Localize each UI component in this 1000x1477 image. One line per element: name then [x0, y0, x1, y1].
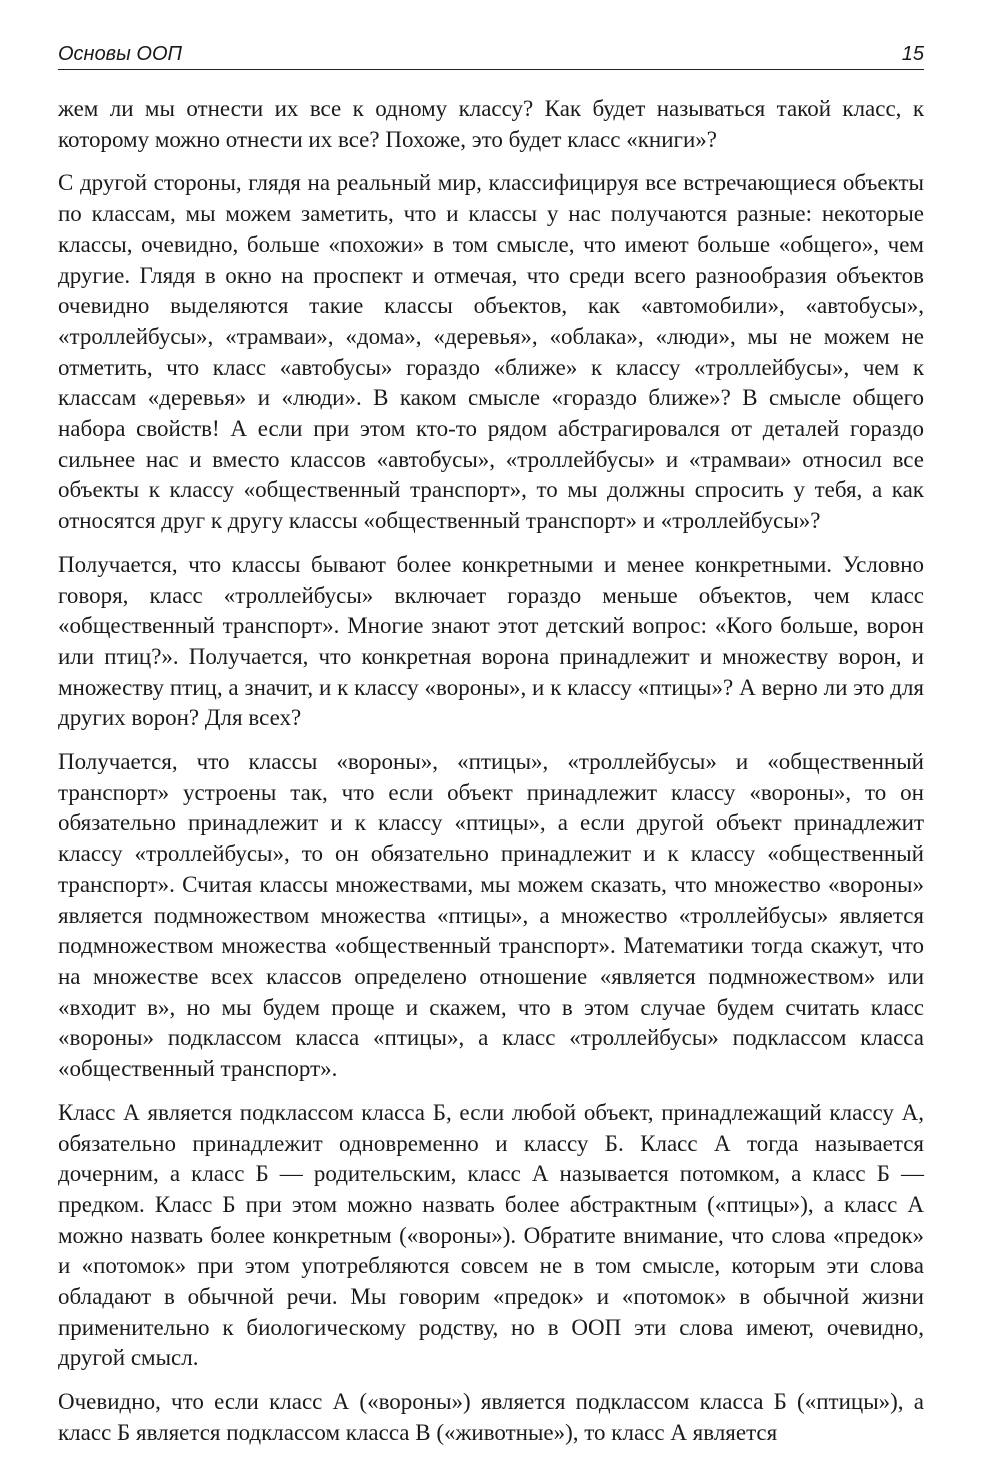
paragraph-1: жем ли мы отнести их все к одному классу? Как будет называться такой класс, к которому можно отнести их все? Похоже, это будет класс «книги»?: [58, 96, 924, 152]
paragraph-6: Очевидно, что если класс А («вороны») является подклассом класса Б («птицы»), а класс Б является подклассом класса В («животные»), то класс А является: [58, 1389, 924, 1445]
paragraph-4: Получается, что классы «вороны», «птицы», «троллейбусы» и «общественный транспорт» устроены так, что если объект принадлежит классу «вороны», то он обязательно принадлежит и к классу «птицы», а если другой объект принадлежит классу «троллейбусы», то он обязательно принадлежит и к классу «общественный транспорт». Считая классы множествами, мы можем сказать, что множество «вороны» является подмножеством множества «птицы», а множество «троллейбусы» является подмножеством множества «общественный транспорт». Математики тогда скажут, что на множестве всех классов определено отношение «является подмножеством» или «входит в», но мы будем проще и скажем, что в этом случае будем считать класс «вороны» подклассом класса «птицы», а класс «троллейбусы» подклассом класса «общественный транспорт».: [58, 749, 924, 1082]
paragraph-2: С другой стороны, глядя на реальный мир, классифицируя все встречающиеся объекты по классам, мы можем заметить, что и классы у нас получаются разные: некоторые классы, очевидно, больше «похожи» в том смысле, что имеют больше «общего», чем другие. Глядя в окно на проспект и отмечая, что среди всего разнообразия объектов очевидно выделяются такие классы объектов, как «автомобили», «автобусы», «троллейбусы», «трамваи», «дома», «деревья», «облака», «люди», мы не можем не отметить, что класс «автобусы» гораздо «ближе» к классу «троллейбусы», чем к классам «деревья» и «люди». В каком смысле «гораздо ближе»? В смысле общего набора свойств! А если при этом кто-то рядом абстрагировался от деталей гораздо сильнее нас и вместо классов «автобусы», «троллейбусы» и «трамваи» относил все объекты к классу «общественный транспорт», то мы должны спросить у тебя, а как относятся друг к другу классы «общественный транспорт» и «троллейбусы»?: [58, 170, 924, 534]
body-text: [58, 94, 924, 1449]
page-number: 15: [901, 43, 924, 65]
paragraph-3: Получается, что классы бывают более конкретными и менее конкретными. Условно говоря, класс «троллейбусы» включает гораздо меньше объектов, чем класс «общественный транспорт». Многие знают этот детский вопрос: «Кого больше, ворон или птиц?». Получается, что конкретная ворона принадлежит и множеству ворон, и множеству птиц, а значит, и к классу «вороны», и к классу «птицы»? А верно ли это для других ворон? Для всех?: [58, 551, 924, 731]
paragraph-5: Класс А является подклассом класса Б, если любой объект, принадлежащий классу А, обязательно принадлежит одновременно и классу Б. Класс А тогда называется дочерним, а класс Б — родительским, класс А называется потомком, а класс Б — предком. Класс Б при этом можно назвать более абстрактным («птицы»), а класс А можно назвать более конкретным («вороны»). Обратите внимание, что слова «предок» и «потомок» при этом употребляются совсем не в том смысле, которым эти слова обладают в обычной речи. Мы говорим «предок» и «потомок» в обычной жизни применительно к биологическому родству, но в ООП эти слова имеют, очевидно, другой смысл.: [58, 1099, 924, 1371]
running-header: [58, 43, 924, 70]
chapter-title: Основы ООП: [58, 43, 183, 65]
